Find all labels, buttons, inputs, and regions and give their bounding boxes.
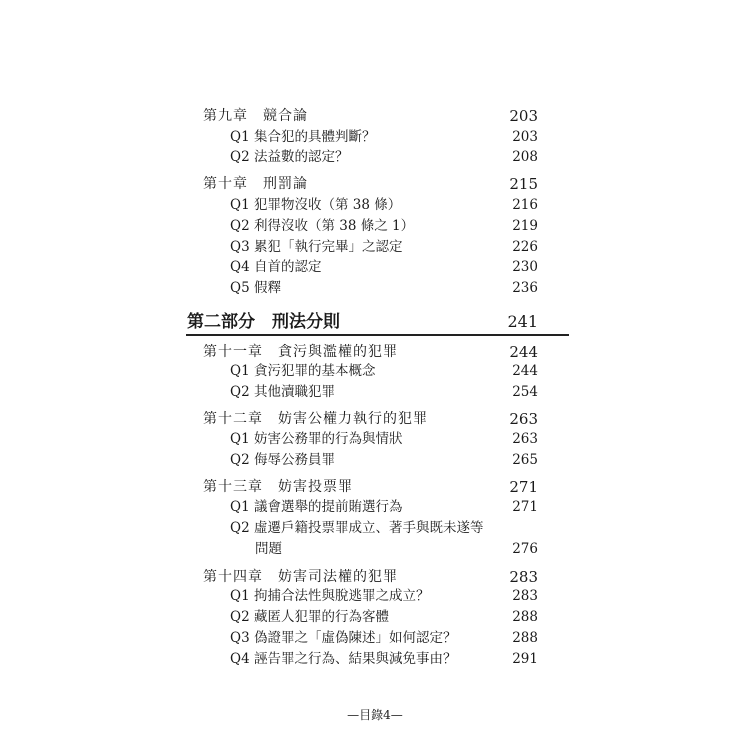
part-divider — [186, 334, 569, 336]
toc-entry — [230, 277, 538, 299]
page-footer: —目錄4— — [347, 708, 403, 722]
toc-entry — [230, 194, 538, 216]
entry-title: 第十一章 貪污與濫權的犯罪 — [203, 344, 398, 360]
entry-page: 263 — [512, 431, 538, 447]
entry-title: Q1 犯罪物沒收（第 38 條） — [230, 197, 402, 213]
toc-entry — [230, 517, 538, 539]
entry-title: Q2 侮辱公務員罪 — [230, 452, 335, 468]
entry-title: 第十四章 妨害司法權的犯罪 — [203, 569, 398, 585]
entry-page: 236 — [512, 280, 538, 296]
entry-page: 283 — [509, 568, 538, 586]
toc-entry — [230, 585, 538, 607]
toc-entry — [230, 236, 538, 258]
entry-page: 230 — [512, 259, 538, 275]
entry-page: 271 — [512, 499, 538, 515]
entry-title: Q2 藏匿人犯罪的行為客體 — [230, 609, 389, 625]
entry-page: 276 — [512, 541, 538, 557]
toc-entry — [230, 449, 538, 471]
toc-entry — [230, 215, 538, 237]
toc-entry — [230, 126, 538, 148]
toc-entry — [230, 256, 538, 278]
part-page: 241 — [507, 312, 538, 331]
entry-title: Q2 虛遷戶籍投票罪成立、著手與既未遂等 — [230, 520, 484, 536]
entry-title: Q1 議會選舉的提前賄選行為 — [230, 499, 403, 515]
toc-entry — [230, 360, 538, 382]
entry-page: 219 — [512, 218, 538, 234]
entry-title: Q5 假釋 — [230, 280, 281, 296]
entry-page: 288 — [512, 609, 538, 625]
entry-title: 問題 — [255, 541, 282, 557]
toc-entry — [230, 648, 538, 670]
entry-page: 215 — [509, 175, 538, 193]
entry-title: Q1 妨害公務罪的行為與情狀 — [230, 431, 403, 447]
entry-title: Q1 貪污犯罪的基本概念 — [230, 363, 376, 379]
entry-title: Q3 累犯「執行完畢」之認定 — [230, 239, 403, 255]
chapter-heading — [203, 408, 538, 430]
entry-title: Q3 偽證罪之「虛偽陳述」如何認定？ — [230, 630, 457, 646]
toc-entry — [230, 627, 538, 649]
entry-title: Q1 集合犯的具體判斷？ — [230, 129, 376, 145]
entry-page: 263 — [509, 410, 538, 428]
entry-title: 第十三章 妨害投票罪 — [203, 479, 353, 495]
entry-title: Q4 誣告罪之行為、結果與減免事由？ — [230, 651, 457, 667]
entry-title: Q2 利得沒收（第 38 條之 1） — [230, 218, 415, 234]
toc-entry — [230, 428, 538, 450]
entry-page: 271 — [509, 478, 538, 496]
entry-page: 244 — [512, 363, 538, 379]
entry-page: 216 — [512, 197, 538, 213]
entry-title: 第九章 競合論 — [203, 108, 308, 124]
toc-entry-continuation — [255, 538, 538, 560]
chapter-heading — [203, 105, 538, 127]
chapter-heading — [203, 476, 538, 498]
toc-entry — [230, 146, 538, 168]
entry-page: 288 — [512, 630, 538, 646]
entry-title: Q2 其他瀆職犯罪 — [230, 384, 335, 400]
chapter-heading — [203, 173, 538, 195]
part-heading — [187, 309, 538, 335]
entry-title: Q4 自首的認定 — [230, 259, 322, 275]
part-title: 第二部分 刑法分則 — [187, 312, 340, 332]
entry-title: Q2 法益數的認定？ — [230, 149, 349, 165]
entry-title: 第十二章 妨害公權力執行的犯罪 — [203, 411, 428, 427]
entry-page: 203 — [512, 129, 538, 145]
entry-title: Q1 拘捕合法性與脫逃罪之成立？ — [230, 588, 430, 604]
entry-page: 226 — [512, 239, 538, 255]
entry-page: 254 — [512, 384, 538, 400]
toc-entry — [230, 606, 538, 628]
toc-entry — [230, 381, 538, 403]
entry-page: 291 — [512, 651, 538, 667]
entry-page: 203 — [509, 107, 538, 125]
entry-page: 265 — [512, 452, 538, 468]
entry-page: 244 — [509, 343, 538, 361]
entry-title: 第十章 刑罰論 — [203, 176, 308, 192]
entry-page: 208 — [512, 149, 538, 165]
entry-page: 283 — [512, 588, 538, 604]
toc-entry — [230, 496, 538, 518]
